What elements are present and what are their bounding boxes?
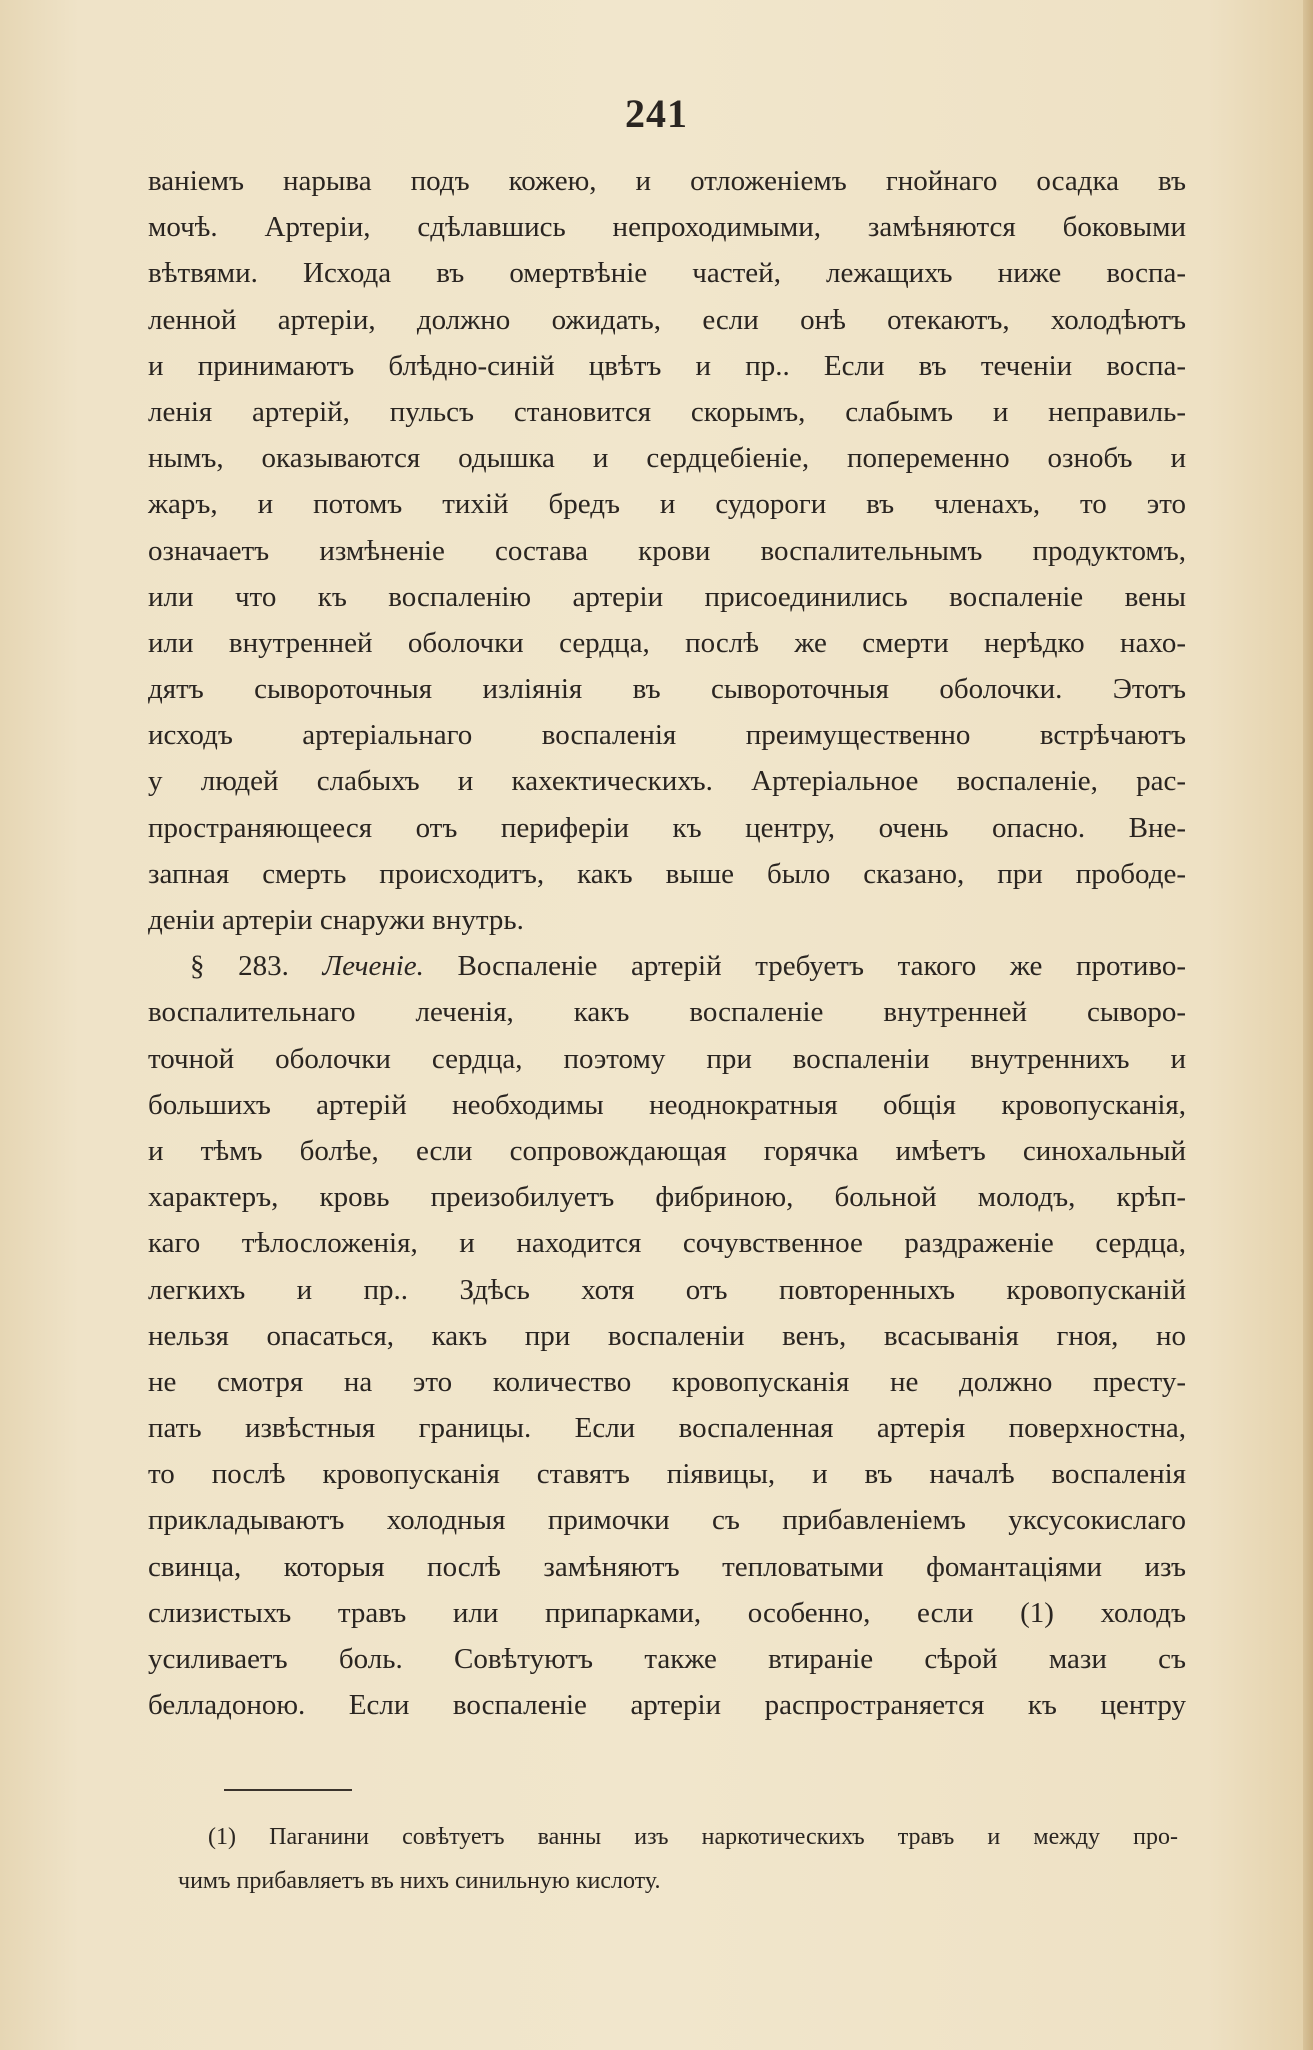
text-line: большихъ артерій необходимы неоднократныя общія кровопусканія, xyxy=(148,1088,1186,1121)
text-line: и принимаютъ блѣдно-синій цвѣтъ и пр.. Если въ теченіи воспа- xyxy=(148,349,1186,382)
section-first-line xyxy=(148,943,1186,989)
text-line: белладоною. Если воспаленіе артеріи распространяется къ центру xyxy=(148,1689,1186,1722)
text-line: жаръ, и потомъ тихій бредъ и судороги въ членахъ, то это xyxy=(148,488,1186,521)
text-line: или что къ воспаленію артеріи присоединились воспаленіе вены xyxy=(148,580,1186,613)
section-mark: § 283. xyxy=(190,950,289,983)
text-line: или внутренней оболочки сердца, послѣ же смерти нерѣдко нахо- xyxy=(148,626,1186,659)
text-line: не смотря на это количество кровопусканія не должно престу- xyxy=(148,1365,1186,1398)
text-line: слизистыхъ травъ или припарками, особенно, если (1) холодъ xyxy=(148,1596,1186,1629)
footnote-divider xyxy=(224,1789,352,1791)
text-line: прикладываютъ холодныя примочки съ прибавленіемъ уксусокислаго xyxy=(148,1504,1186,1537)
text-line: нымъ, оказываются одышка и сердцебіеніе, попеременно ознобъ и xyxy=(148,442,1186,475)
page-number: 241 xyxy=(625,91,688,136)
text-line: вѣтвями. Исхода въ омертвѣніе частей, лежащихъ ниже воспа- xyxy=(148,257,1186,290)
text-line: пать извѣстныя границы. Если воспаленная артерія поверхностна, xyxy=(148,1412,1186,1445)
text-line: усиливаетъ боль. Совѣтуютъ также втираніе сѣрой мази съ xyxy=(148,1643,1186,1675)
text-line: характеръ, кровь преизобилуетъ фибриною, больной молодъ, крѣп- xyxy=(148,1181,1186,1214)
text-line: у людей слабыхъ и кахектическихъ. Артеріальное воспаленіе, рас- xyxy=(148,765,1186,798)
text-line: то послѣ кровопусканія ставятъ піявицы, и въ началѣ воспаленія xyxy=(148,1458,1186,1491)
text-line: нельзя опасаться, какъ при воспаленіи венъ, всасыванія гноя, но xyxy=(148,1319,1186,1352)
text-line: воспалительнаго леченія, какъ воспаленіе внутренней сыворо- xyxy=(148,996,1186,1029)
text-line: запная смерть происходитъ, какъ выше было сказано, при прободе- xyxy=(148,857,1186,890)
text-line: свинца, которыя послѣ замѣняютъ тепловатыми фомантаціями изъ xyxy=(148,1550,1186,1583)
text-line: пространяющееся отъ периферіи къ центру, очень опасно. Вне- xyxy=(148,811,1186,844)
text-line: дятъ сывороточныя изліянія въ сывороточныя оболочки. Этотъ xyxy=(148,673,1186,706)
text-line: ваніемъ нарыва подъ кожею, и отложеніемъ гнойнаго осадка въ xyxy=(148,165,1186,197)
page-edge xyxy=(1303,0,1313,2050)
text-line: и тѣмъ болѣе, если сопровождающая горячка имѣетъ синохальный xyxy=(148,1134,1186,1167)
section-first-line-text: Воспаленіе артерій требуетъ такого же противо- xyxy=(457,950,1187,983)
text-line: исходъ артеріальнаго воспаленія преимущественно встрѣчаютъ xyxy=(148,719,1186,752)
text-line: точной оболочки сердца, поэтому при воспаленіи внутреннихъ и xyxy=(148,1042,1186,1075)
text-line: каго тѣлосложенія, и находится сочувственное раздраженіе сердца, xyxy=(148,1227,1186,1260)
text-line: ленной артеріи, должно ожидать, если онѣ отекаютъ, холодѣютъ xyxy=(148,303,1186,336)
section-heading: Леченіе. xyxy=(322,950,424,983)
text-line: легкихъ и пр.. Здѣсь хотя отъ повторенныхъ кровопусканій xyxy=(148,1273,1186,1306)
footnote-line: чимъ прибавляетъ въ нихъ синильную кислоту. xyxy=(178,1868,661,1894)
text-line: означаетъ измѣненіе состава крови воспалительнымъ продуктомъ, xyxy=(148,534,1186,567)
footnote-line: (1) Паганини совѣтуетъ ванны изъ наркотическихъ травъ и между про- xyxy=(208,1824,1178,1850)
text-line: мочѣ. Артеріи, сдѣлавшись непроходимыми, замѣняются боковыми xyxy=(148,211,1186,244)
footnote xyxy=(178,1815,1178,1903)
text-line: ленія артерій, пульсъ становится скорымъ, слабымъ и неправиль- xyxy=(148,395,1186,428)
text-line: деніи артеріи снаружи внутрь. xyxy=(148,904,524,936)
body-text xyxy=(148,158,1186,1728)
